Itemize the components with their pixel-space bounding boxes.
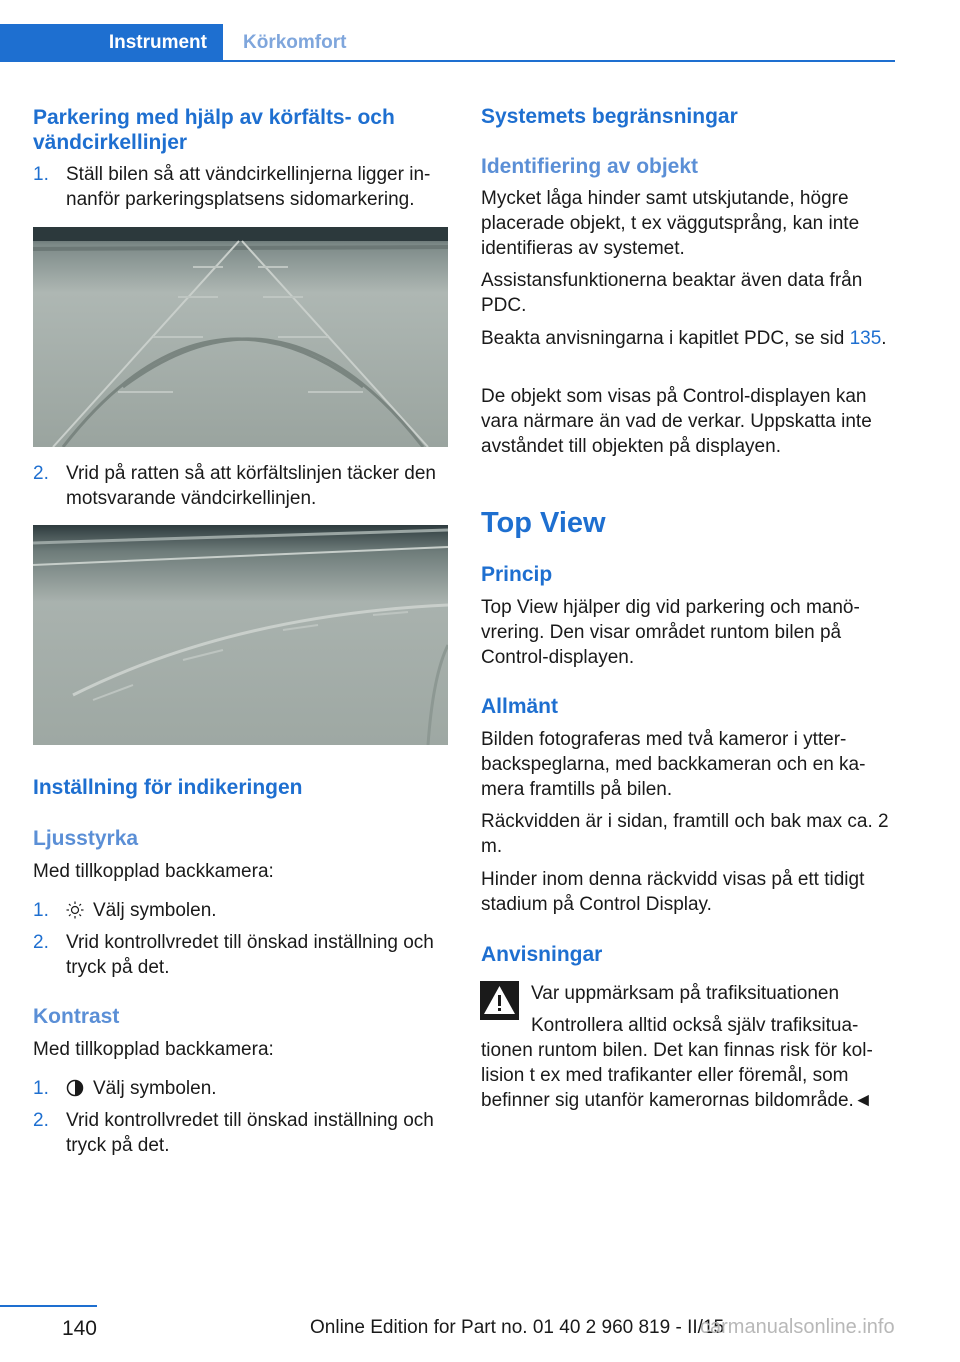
step-text: Vrid kontrollvredet till önskad inställning och tryck på det. <box>66 1110 434 1156</box>
section-title-top-view: Top View <box>481 507 606 539</box>
step-text: Vrid på ratten så att körfältslinjen täcker den motsvarande vändcirkellinjen. <box>66 463 436 509</box>
detection-paragraph-1: Mycket låga hinder samt utskjutande, högre placerade objekt, t ex väggutsprång, kan inte identifieras av systemet. <box>481 188 860 259</box>
contrast-intro: Med tillkopplad backkamera: <box>33 1039 274 1060</box>
principle-paragraph: Top View hjälper dig vid parkering och manö‐vrering. Den visar området runtom bilen på Control-displayen. <box>481 597 860 668</box>
contrast-icon <box>66 1079 84 1097</box>
step-text: Välj symbolen. <box>93 900 217 921</box>
section-title-parking: Parkering med hjälp av körfälts- och vändcirkellinjer <box>33 106 395 154</box>
tab-korkomfort[interactable]: Körkomfort <box>243 32 347 53</box>
step-number: 1. <box>33 900 49 921</box>
subsection-title-principle: Princip <box>481 563 553 586</box>
section-title-display-settings: Inställning för indikeringen <box>33 776 303 799</box>
step-text: Välj symbolen. <box>93 1078 217 1099</box>
header-tabbar <box>0 24 895 62</box>
edition-info: Online Edition for Part no. 01 40 2 960 819 - II/15 <box>310 1317 725 1338</box>
page-number: 140 <box>0 1305 97 1341</box>
step-text: Ställ bilen så att vändcirkellinjerna ligger in‐nanför parkeringsplatsens sidomarkering. <box>66 164 431 210</box>
section-title-limits: Systemets begränsningar <box>481 105 738 128</box>
sun-icon <box>66 901 84 919</box>
brightness-intro: Med tillkopplad backkamera: <box>33 861 274 882</box>
detection-paragraph-3: Beakta anvisningarna i kapitlet PDC, se sid 135. <box>481 328 887 349</box>
subsection-title-general: Allmänt <box>481 695 559 718</box>
general-paragraph-2: Räckvidden är i sidan, framtill och bak max ca. 2 m. <box>481 811 889 857</box>
warning-text: tionen runtom bilen. Det kan finnas risk för kol‐lision t ex med trafikanter eller föremål, som befinner sig utanför kamerornas bildområde.◄ <box>481 1040 873 1111</box>
step-number: 2. <box>33 1110 49 1131</box>
step-text: Vrid kontrollvredet till önskad inställning och tryck på det. <box>66 932 434 978</box>
step-number: 2. <box>33 932 49 953</box>
step-number: 2. <box>33 463 49 484</box>
warning-line-1: Var uppmärksam på trafiksituationen <box>531 983 840 1004</box>
general-paragraph-1: Bilden fotograferas med två kameror i ytter‐backspeglarna, med backkameran och en ka‐mera framtills på bilen. <box>481 729 866 800</box>
camera-image-turning-lines <box>33 227 448 447</box>
subsection-title-notes: Anvisningar <box>481 943 603 966</box>
subsection-title-contrast: Kontrast <box>33 1005 120 1028</box>
detection-paragraph-2: Assistansfunktionerna beaktar även data från PDC. <box>481 270 863 316</box>
watermark: carmanualsonline.info <box>700 1316 895 1338</box>
tab-instrument[interactable]: Instrument <box>0 24 223 61</box>
camera-image-lane-line <box>33 525 448 745</box>
subsection-title-brightness: Ljusstyrka <box>33 827 139 850</box>
warning-icon <box>480 981 519 1020</box>
warning-line-2: Kontrollera alltid också själv trafiksitua‐ <box>531 1015 859 1036</box>
general-paragraph-3: Hinder inom denna räckvidd visas på ett tidigt stadium på Control Display. <box>481 869 865 915</box>
detection-paragraph-4: De objekt som visas på Control-displayen kan vara närmare än vad de verkar. Uppskatta inte avståndet till objekten på displayen. <box>481 386 872 457</box>
subsection-title-detection: Identifiering av objekt <box>481 155 699 178</box>
page-link[interactable]: 135 <box>849 328 882 349</box>
step-number: 1. <box>33 1078 49 1099</box>
step-number: 1. <box>33 164 49 185</box>
